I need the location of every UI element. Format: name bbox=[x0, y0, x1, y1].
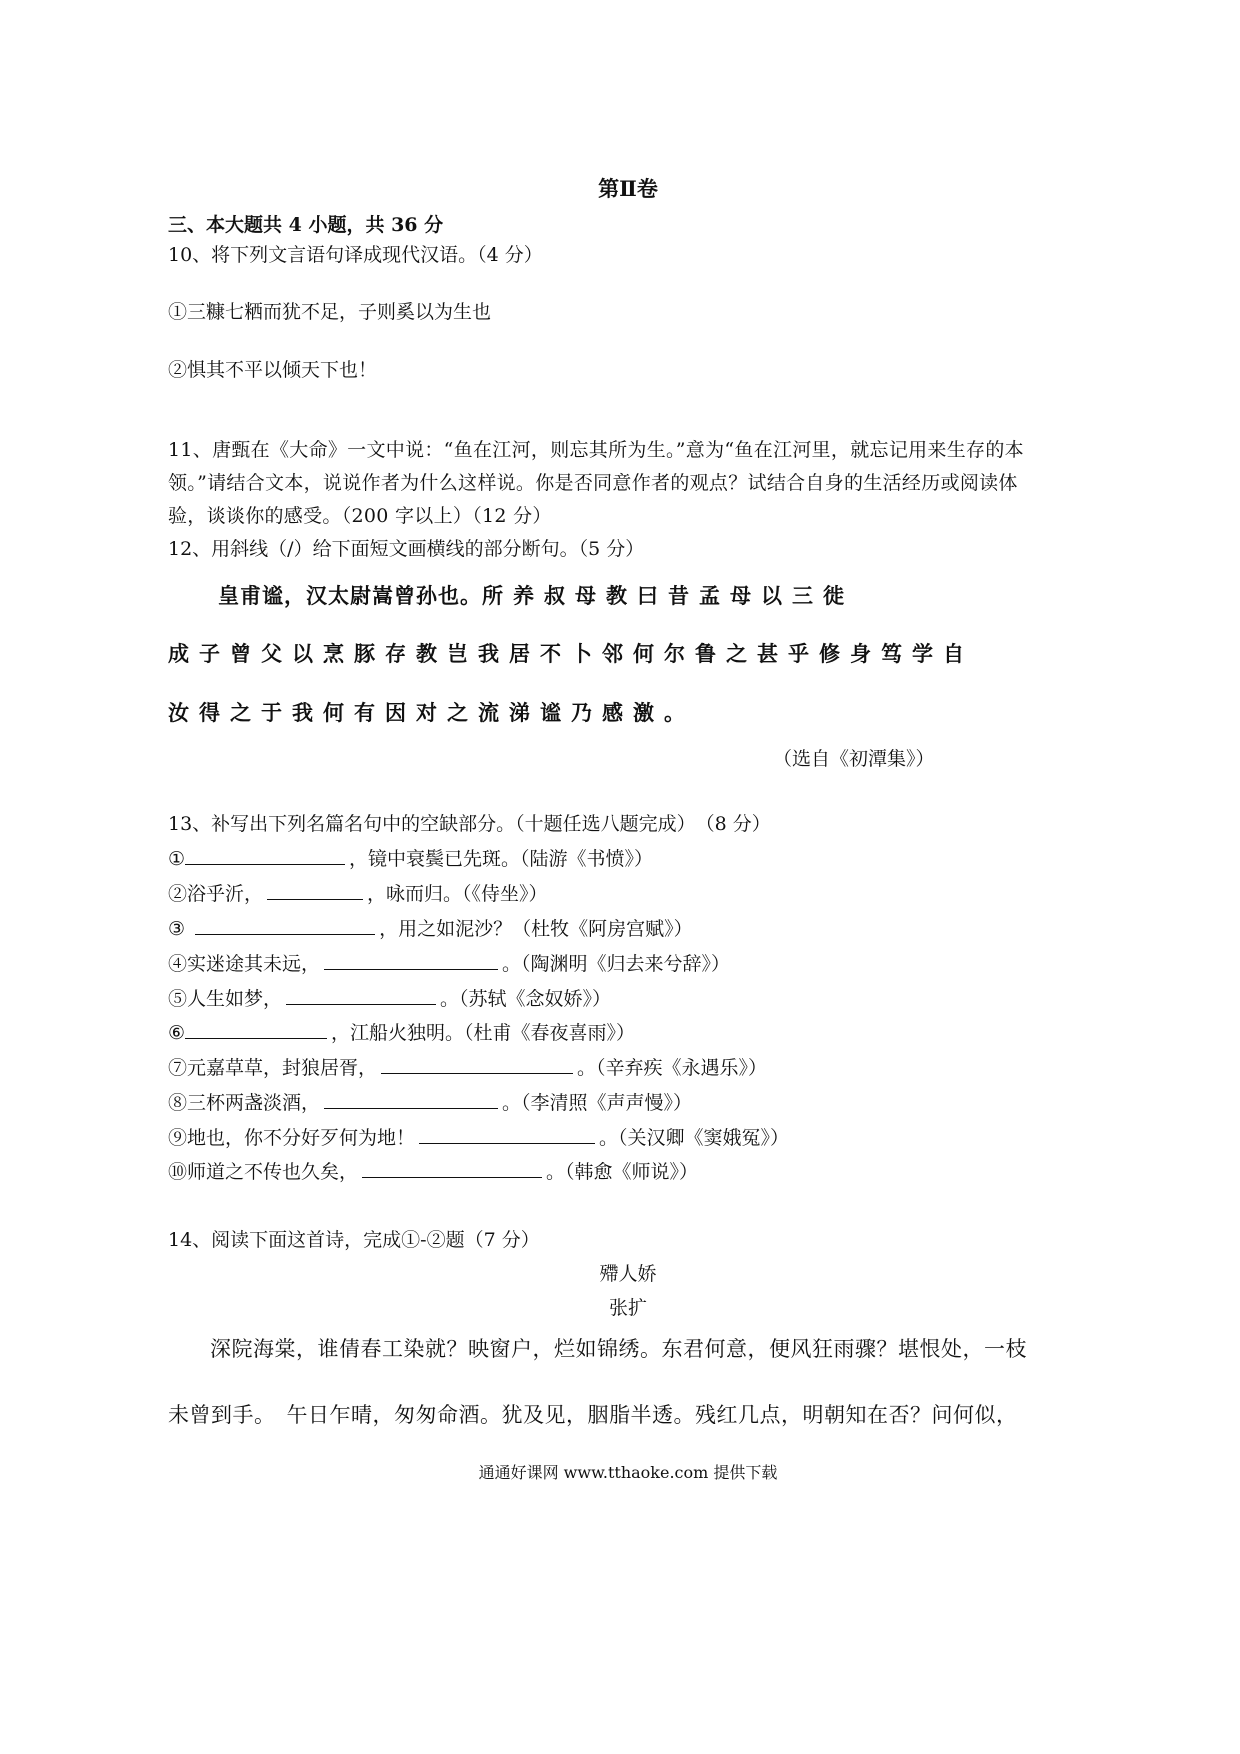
q13-item-6: ⑥ ，江船火独明。（杜甫《春夜喜雨》） bbox=[168, 1022, 636, 1044]
section-heading: 三、本大题共 4 小题，共 36 分 bbox=[168, 214, 444, 236]
q12-line-3: 汝得之于我何有因对之流涕谧乃感激。 bbox=[168, 701, 695, 725]
volume-title: 第Ⅱ卷 bbox=[598, 176, 658, 201]
poem-title: 殢人娇 bbox=[599, 1263, 657, 1285]
q12-line-2: 成子曾父以烹豚存教岂我居不卜邻何尔鲁之甚乎修身笃学自 bbox=[168, 642, 974, 666]
q13-item-2: ②浴乎沂， ，咏而归。（《侍坐》） bbox=[168, 883, 548, 905]
poem-text: 深院海棠，谁倩春工染就？映窗户，烂如锦绣。东君何意，便风狂雨骤？堪恨处，一枝未曾到手。 午日乍晴，匆匆命酒。犹及见，胭脂半透。残红几点，明朝知在否？问何似， bbox=[168, 1337, 1027, 1427]
blank-line[interactable] bbox=[185, 1020, 327, 1039]
q12-source: （选自《初潭集》） bbox=[773, 748, 935, 770]
q10-item-2: ②惧其不平以倾天下也！ bbox=[168, 359, 378, 381]
q10-prompt: 10、将下列文言语句译成现代汉语。（4 分） bbox=[168, 244, 543, 266]
q12-prompt: 12、用斜线（/）给下面短文画横线的部分断句。（5 分） bbox=[168, 538, 645, 560]
poem-author: 张扩 bbox=[608, 1297, 647, 1319]
blank-line[interactable] bbox=[324, 951, 498, 970]
footer-text: 通通好课网 www.tthaoke.com 提供下载 bbox=[478, 1463, 778, 1482]
q13-prompt: 13、补写出下列名篇名句中的空缺部分。（十题任选八题完成） （8 分） bbox=[168, 813, 771, 835]
blank-line[interactable] bbox=[195, 916, 375, 935]
q12-line1-rest: 所养叔母教曰昔孟母以三徙 bbox=[482, 584, 854, 608]
blank-line[interactable] bbox=[267, 881, 363, 900]
blank-line[interactable] bbox=[185, 846, 345, 865]
blank-line[interactable] bbox=[362, 1159, 542, 1178]
q13-item-9: ⑨地也，你不分好歹何为地！ 。（关汉卿《窦娥冤》） bbox=[168, 1127, 790, 1149]
q11-text: 11、唐甄在《大命》一文中说：“鱼在江河，则忘其所为生。”意为“鱼在江河里，就忘记用来生存的本领。”请结合文本，说说作者为什么这样说。你是否同意作者的观点？试结合自身的生活经历或阅读体验，谈谈你的感受。（200 字以上）（12 分） bbox=[168, 439, 1024, 527]
q10-item-1: ①三糠七粞而犹不足，子则奚以为生也 bbox=[168, 301, 492, 323]
blank-line[interactable] bbox=[286, 986, 436, 1005]
q12-line-1 bbox=[218, 580, 854, 610]
blank-line[interactable] bbox=[324, 1090, 498, 1109]
q13-item-10: ⑩师道之不传也久矣， 。（韩愈《师说》） bbox=[168, 1161, 699, 1183]
blank-line[interactable] bbox=[419, 1125, 595, 1144]
q13-item-7: ⑦元嘉草草，封狼居胥， 。（辛弃疾《永遇乐》） bbox=[168, 1057, 768, 1079]
q13-item-1: ① ，镜中衰鬓已先斑。（陆游《书愤》） bbox=[168, 848, 654, 870]
q13-item-8: ⑧三杯两盏淡酒， 。（李清照《声声慢》） bbox=[168, 1092, 693, 1114]
q14-prompt: 14、阅读下面这首诗，完成①-②题（7 分） bbox=[168, 1229, 540, 1251]
q12-line1-prefix: 皇甫谧，汉太尉嵩曾孙也。 bbox=[218, 584, 482, 608]
q13-item-5: ⑤人生如梦， 。（苏轼《念奴娇》） bbox=[168, 988, 612, 1010]
blank-line[interactable] bbox=[381, 1055, 573, 1074]
q13-item-3: ③ ，用之如泥沙？（杜牧《阿房宫赋》） bbox=[168, 918, 693, 940]
q13-item-4: ④实迷途其未远， 。（陶渊明《归去来兮辞》） bbox=[168, 953, 731, 975]
